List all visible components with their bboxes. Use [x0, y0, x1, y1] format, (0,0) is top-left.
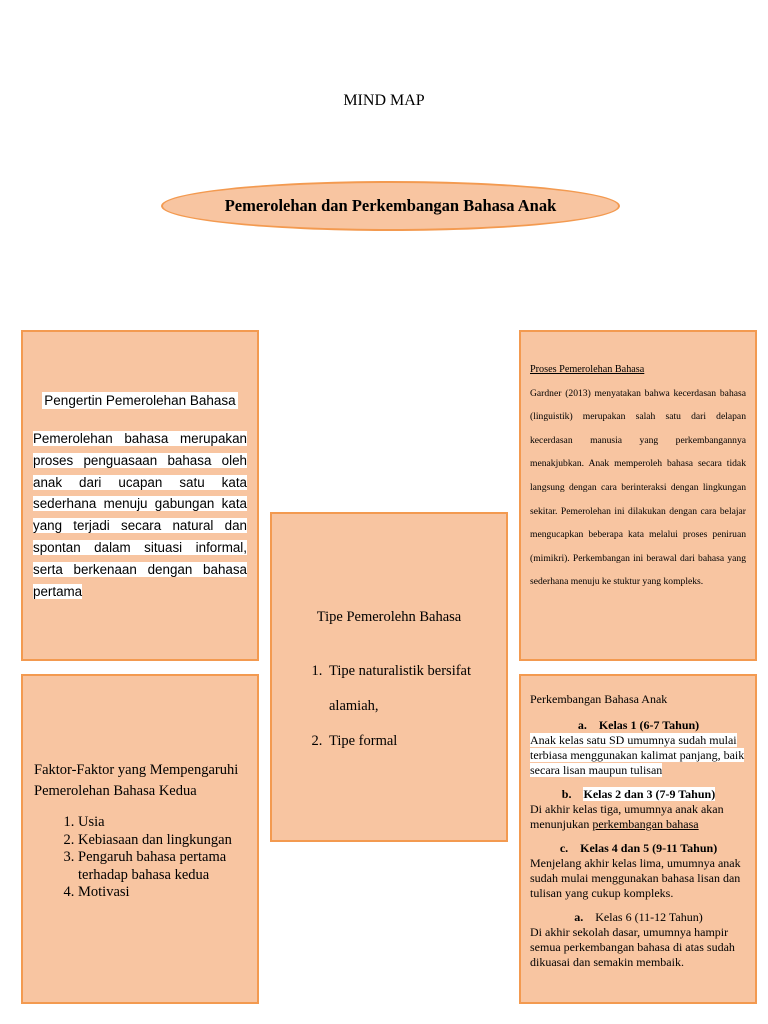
development-content	[530, 692, 747, 970]
grade-1-marker: a.	[577, 718, 587, 732]
grade-6-marker: a.	[574, 910, 584, 924]
definition-text	[33, 428, 247, 602]
list-item: 2. Kebiasaan dan lingkungan	[78, 832, 257, 850]
central-topic-node	[161, 181, 620, 231]
process-text: Gardner (2013) menyatakan bahwa kecerdasan bahasa (linguistik) merupakan salah satu dari delapan kecerdasan manusia yang perkembangannya menakjubkan. Anak memperoleh bahasa secara tidak langsung dengan cara berinteraksi dengan lingkungan sekitar. Pemerolehan ini dilakukan dengan cara belajar mengucapkan beberapa kata melalui proses peniruan (mimikri). Perkembangan ini berawal dari bahasa yang sederhana menuju ke stuktur yang kompleks.	[530, 387, 746, 588]
development-box	[519, 674, 757, 1004]
development-heading: Perkembangan Bahasa Anak	[530, 692, 668, 706]
process-content	[530, 358, 746, 594]
page-title: MIND MAP	[343, 92, 425, 109]
grade-4-5-heading	[530, 841, 747, 856]
central-topic-label: Pemerolehan dan Perkembangan Bahasa Anak	[224, 196, 557, 215]
grade-1-desc	[530, 733, 747, 778]
definition-heading-text: Pengertin Pemerolehan Bahasa	[44, 393, 236, 408]
grade-2-3-heading	[530, 787, 747, 802]
grade-4-5-marker: c.	[559, 841, 569, 855]
grade-2-3-desc	[530, 802, 747, 832]
list-item: 1. Tipe naturalistik bersifat alamiah,	[326, 654, 498, 724]
list-item: 1. Usia	[78, 814, 257, 832]
grade-2-3-label: Kelas 2 dan 3 (7-9 Tahun)	[583, 787, 716, 801]
grade-1-label: Kelas 1 (6-7 Tahun)	[598, 718, 700, 732]
grade-4-5-label: Kelas 4 dan 5 (9-11 Tahun)	[580, 841, 718, 855]
grade-6-desc: Di akhir sekolah dasar, umumnya hampir semua perkembangan bahasa di atas sudah dikuasai dan semakin membaik.	[530, 925, 735, 969]
factors-box	[21, 674, 259, 1004]
definition-box	[21, 330, 259, 661]
list-item: 3. Pengaruh bahasa pertama terhadap bahasa kedua	[78, 849, 257, 884]
types-box	[270, 512, 508, 842]
grade-2-3-desc-text: Di akhir kelas tiga, umumnya anak akan menunjukan	[530, 802, 724, 831]
grade-6-heading	[530, 910, 747, 925]
definition-heading	[23, 392, 257, 410]
definition-text-span: Pemerolehan bahasa merupakan proses penguasaan bahasa oleh anak dari ucapan satu kata sederhana menuju gabungan kata yang terjadi secara natural dan spontan dalam situasi informal, serta berkenaan dengan bahasa pertama	[33, 431, 247, 599]
factors-list	[32, 814, 257, 902]
types-heading: Tipe Pemerolehn Bahasa	[316, 609, 462, 625]
factors-heading: Faktor-Faktor yang Mempengaruhi Pemerolehan Bahasa Kedua	[34, 762, 239, 799]
grade-6-label: Kelas 6 (11-12 Tahun)	[595, 910, 703, 924]
grade-2-3-marker: b.	[561, 787, 572, 801]
list-item: 2. Tipe formal	[326, 724, 498, 759]
grade-1-desc-text: Anak kelas satu SD umumnya sudah mulai terbiasa menggunakan kalimat panjang, baik secara lisan maupun tulisan	[530, 733, 745, 777]
process-heading: Proses Pemerolehan Bahasa	[530, 364, 645, 375]
grade-2-3-desc-link-text: perkembangan bahasa	[592, 817, 699, 831]
types-list	[276, 654, 498, 759]
list-item: 4. Motivasi	[78, 884, 257, 902]
grade-1-heading	[530, 718, 747, 733]
process-box	[519, 330, 757, 661]
grade-4-5-desc: Menjelang akhir kelas lima, umumnya anak sudah mulai menggunakan bahasa lisan dan tulisan yang cukup kompleks.	[530, 856, 741, 900]
